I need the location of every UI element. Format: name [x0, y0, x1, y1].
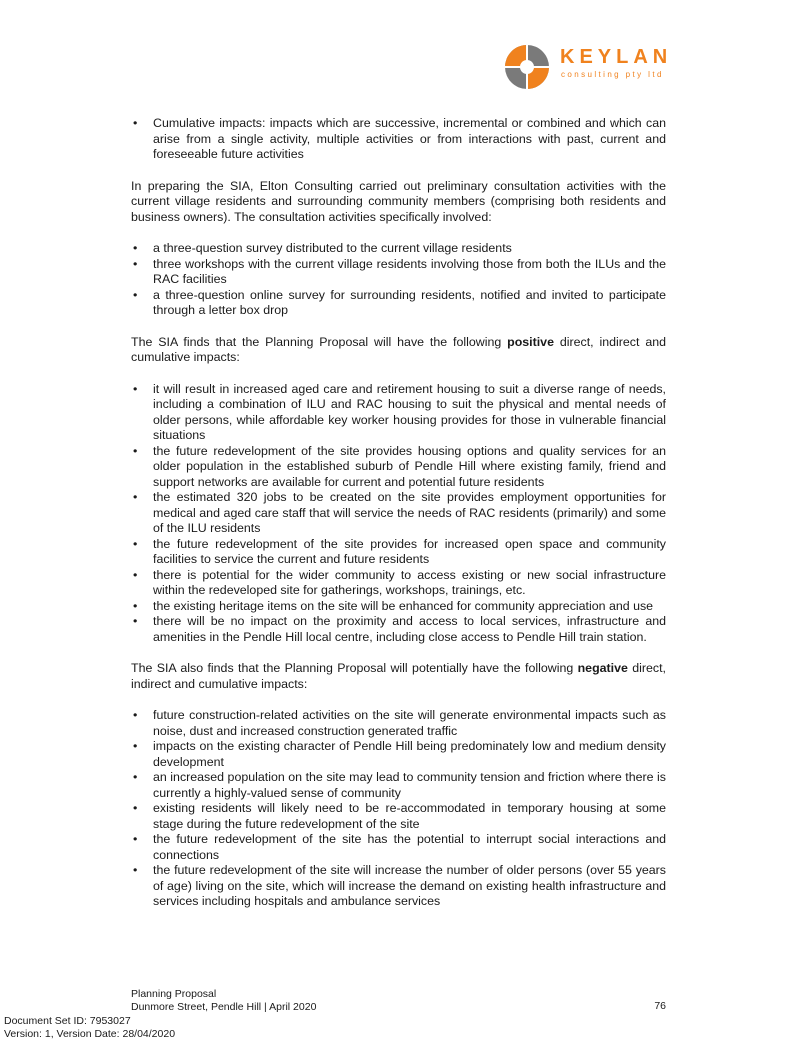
list-item: • the future redevelopment of the site provides housing options and quality services for an older population in the established suburb of Pendle Hill where existing family, friend and support networks are available for current and potential future residents	[131, 444, 666, 491]
company-logo	[504, 42, 684, 94]
list-item: • the future redevelopment of the site will increase the number of older persons (over 55 years of age) living on the site, which will increase the demand on existing health infrastructure and services including hospitals and ambulance services	[131, 863, 666, 910]
list-item: • there is potential for the wider community to access existing or new social infrastructure within the redeveloped site for gatherings, workshops, trainings, etc.	[131, 568, 666, 599]
list-item: • there will be no impact on the proximity and access to local services, infrastructure and amenities in the Pendle Hill local centre, including close access to Pendle Hill train station.	[131, 614, 666, 645]
negative-keyword: negative	[578, 661, 628, 675]
consultation-paragraph: In preparing the SIA, Elton Consulting carried out preliminary consultation activities with the current village residents and surrounding community members (comprising both residents and business owners). The consultation activities specifically involved:	[131, 179, 666, 226]
intro-bullet-list	[131, 116, 666, 163]
positive-impacts-paragraph: The SIA finds that the Planning Proposal will have the following positive direct, indirect and cumulative impacts:	[131, 335, 666, 366]
keylan-logo-mark-icon	[504, 44, 550, 90]
document-set-id: Document Set ID: 7953027	[4, 1015, 175, 1028]
page-footer	[131, 988, 666, 1013]
list-item: • the future redevelopment of the site has the potential to interrupt social interactions and connections	[131, 832, 666, 863]
list-item: • the existing heritage items on the site will be enhanced for community appreciation and use	[131, 599, 666, 615]
list-item: • an increased population on the site may lead to community tension and friction where there is currently a highly-valued sense of community	[131, 770, 666, 801]
list-item: • three workshops with the current village residents involving those from both the ILUs and the RAC facilities	[131, 257, 666, 288]
logo-name: KEYLAN	[560, 46, 672, 69]
document-body	[131, 116, 666, 910]
page-number: 76	[654, 1000, 666, 1013]
footer-project-line: Dunmore Street, Pendle Hill | April 2020	[131, 1001, 666, 1014]
list-item: • it will result in increased aged care and retirement housing to suit a diverse range of needs, including a combination of ILU and RAC housing to suit the physical and mental needs of older persons, while affordable key worker housing provides for those in vulnerable financial situations	[131, 382, 666, 444]
document-set-info	[4, 1015, 175, 1040]
footer-document-title: Planning Proposal	[131, 988, 666, 1001]
list-item: • the estimated 320 jobs to be created on the site provides employment opportunities for medical and aged care staff that will service the needs of RAC residents (primarily) and some of the ILU residents	[131, 490, 666, 537]
consultation-bullet-list	[131, 241, 666, 319]
list-item: • a three-question survey distributed to the current village residents	[131, 241, 666, 257]
document-version: Version: 1, Version Date: 28/04/2020	[4, 1028, 175, 1040]
positive-keyword: positive	[507, 335, 554, 349]
list-item: • the future redevelopment of the site provides for increased open space and community facilities to service the current and future residents	[131, 537, 666, 568]
list-item: • Cumulative impacts: impacts which are successive, incremental or combined and which can arise from a single activity, multiple activities or from interactions with past, current and foreseeable future activities	[131, 116, 666, 163]
negative-impacts-list	[131, 708, 666, 910]
list-item: • existing residents will likely need to be re-accommodated in temporary housing at some stage during the future redevelopment of the site	[131, 801, 666, 832]
logo-subtitle: consulting pty ltd	[561, 70, 664, 79]
list-item: • impacts on the existing character of Pendle Hill being predominately low and medium density development	[131, 739, 666, 770]
negative-impacts-paragraph: The SIA also finds that the Planning Proposal will potentially have the following negative direct, indirect and cumulative impacts:	[131, 661, 666, 692]
list-item: • future construction-related activities on the site will generate environmental impacts such as noise, dust and increased construction generated traffic	[131, 708, 666, 739]
list-item: • a three-question online survey for surrounding residents, notified and invited to participate through a letter box drop	[131, 288, 666, 319]
positive-impacts-list	[131, 382, 666, 646]
